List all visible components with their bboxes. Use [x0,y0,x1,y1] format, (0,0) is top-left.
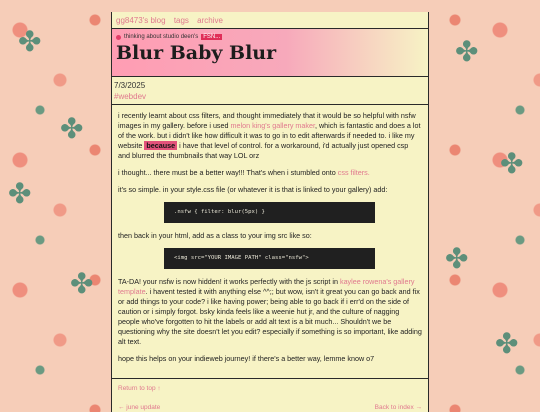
post-tag-link[interactable]: #webdev [114,92,147,101]
paragraph: it's so simple. in your style.css file (or whatever it is that is linked to your gallery) add: [118,185,388,194]
back-to-index-link[interactable]: Back to index → [374,404,422,411]
flower-icon: ✤ [18,25,42,58]
back-to-top [112,385,428,392]
paragraph: hope this helps on your indieweb journey! if there's a better way, lemme know o7 [118,354,375,363]
flower-icon: ✤ [500,147,524,180]
flower-icon: ✤ [455,35,479,68]
flower-icon: ✤ [495,327,519,360]
status-dot-icon [116,35,121,40]
paragraph [118,168,422,178]
top-nav [112,12,428,29]
paragraph [118,111,422,161]
prev-post-link[interactable]: ← june update [118,404,161,411]
paragraph [118,277,422,347]
post-meta [112,77,428,101]
status-tag: FSN... [203,34,221,40]
post-header [112,29,428,77]
flower-icon: ✤ [60,112,84,145]
code-block-css: .nsfw { filter: blur(5px) } [164,202,375,223]
text: i have that level of control. for a workaround, i'd actually just opened csp and blurred the thumbnails that way LOL orz [118,141,409,160]
code-block-html: <img src="YOUR IMAGE PATH" class="nsfw"> [164,248,375,269]
flower-icon: ✤ [445,242,469,275]
post-date: 7/3/2025 [114,81,146,90]
nav-tags-link[interactable]: tags [173,16,189,25]
status-text: thinking about studio deen's [124,34,199,40]
text: , which is fantastic and does a lot of the work. but i didn't like how difficult it was to go in to edit afterwards if needed to. i like my website [118,121,421,150]
blog-page [111,12,429,412]
flower-icon: ✤ [8,177,32,210]
back-to-top-link[interactable]: Return to top ↑ [118,385,161,392]
css-filters-link[interactable]: css filters. [337,168,370,177]
flower-icon: ✤ [70,267,94,300]
gallery-template-link[interactable]: kaylee rowena's gallery template [118,277,415,296]
status-line [116,34,424,40]
text: . i havent tested it with anything else ^^;; but wow, isn't it great you can go back and fix or add things to your code? i like having power; being able to go back if i err'd on the side of caution or i simply forgot. bsky kinda feels like a weenie hut jr, and the culture of nagging people who've forgotten to hit the labels or add alt text is a bit much... Shouldn't we be questioning why the site doesn't let you edit? especially if something is so important, like adding alt text. [118,287,422,346]
footer-divider [112,378,428,379]
nav-blog-link[interactable]: gg8473's blog [116,16,166,25]
post-title: Blur Baby Blur [116,42,277,64]
melon-king-link[interactable]: melon king's gallery maker [230,121,315,130]
nav-archive-link[interactable]: archive [197,16,223,25]
post-body [112,105,428,364]
paragraph: then back in your html, add as a class to your img src like so: [118,231,312,240]
text: i thought... there must be a better way!!! That's when i stumbled onto [118,168,338,177]
text: TA-DA! your nsfw is now hidden! it works perfectly with the js script in [118,277,340,286]
highlight-because: because [146,141,176,150]
post-pager [112,392,428,411]
text: i recently learnt about css filters, and thought immediately that it would be so helpful with nsfw images in my gallery. before i used [118,111,416,130]
